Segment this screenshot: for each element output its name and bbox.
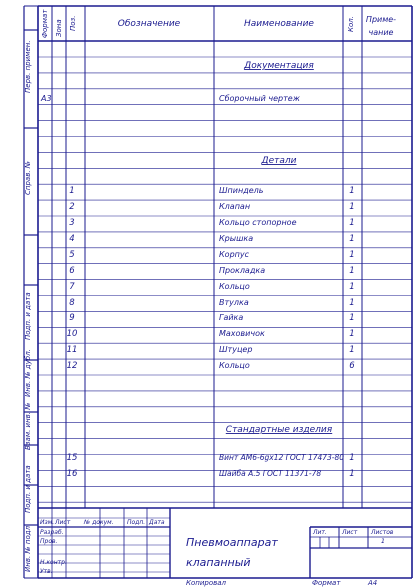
table-row (67, 345, 355, 355)
row-qty: 1 (349, 298, 355, 308)
table-row (69, 234, 354, 244)
row-name: Крышка (219, 234, 254, 243)
table-row (69, 202, 354, 212)
row-pos: 5 (69, 250, 75, 260)
row-name: Корпус (219, 250, 250, 259)
row-pos: 4 (69, 234, 75, 244)
row-qty: 1 (349, 202, 355, 212)
tb-utv: Утв. (40, 568, 53, 575)
row-name: Кольцо стопорное (219, 218, 297, 227)
row-pos: 9 (69, 313, 75, 323)
row-pos: 16 (66, 469, 78, 479)
tb-listov: Листов (371, 529, 394, 536)
row-qty: 1 (349, 329, 355, 339)
row-qty: 1 (349, 313, 355, 323)
row-qty: 1 (349, 234, 355, 244)
tb-doc-no: № докум. (84, 519, 114, 526)
row-pos: 7 (69, 282, 75, 292)
assembly-format: А3 (41, 94, 52, 103)
tb-title-line2: клапанный (186, 556, 251, 569)
table-row (67, 361, 356, 371)
row-pos: 12 (66, 361, 78, 371)
standard-parts-list (67, 453, 355, 479)
row-qty: 1 (349, 250, 355, 260)
section-parts: Детали (261, 156, 297, 166)
row-qty: 1 (349, 345, 355, 355)
tb-prov: Пров. (40, 538, 58, 545)
row-name: Винт АМ6-6gх12 ГОСТ 17473-80 (219, 453, 345, 462)
row-name: Кольцо (219, 282, 250, 291)
row-pos: 6 (69, 266, 75, 276)
header-note-line2: чание (368, 28, 394, 37)
row-pos: 8 (69, 298, 75, 308)
table-row (69, 282, 354, 292)
tb-listov-value: 1 (380, 537, 386, 545)
row-pos: 2 (69, 202, 75, 212)
table-row (69, 250, 354, 260)
table-row (67, 329, 355, 339)
header-qty: Кол. (347, 16, 355, 32)
row-pos: 15 (66, 453, 78, 463)
tb-list-header: Лист (342, 529, 358, 536)
side-label-podp-data-1: Подп. и дата (24, 292, 32, 340)
side-label-inv-dubl: Инв. № дубл. (24, 349, 32, 397)
header-note-line1: Приме- (365, 15, 397, 24)
tb-lit: Лит. (313, 529, 327, 536)
tb-razrab: Разраб. (40, 529, 64, 536)
row-name: Клапан (219, 202, 251, 211)
row-name: Кольцо (219, 361, 250, 370)
section-documentation: Документация (244, 61, 314, 71)
row-pos: 11 (66, 345, 78, 355)
form-grid-lines (24, 6, 412, 578)
row-qty: 1 (349, 282, 355, 292)
header-designation: Обозначение (117, 19, 181, 29)
section-standard: Стандартные изделия (225, 425, 333, 435)
row-qty: 1 (349, 186, 355, 196)
table-row (69, 218, 354, 228)
table-row (69, 313, 354, 323)
tb-n-kontr: Н.контр. (40, 559, 67, 566)
tb-data: Дата (149, 519, 165, 526)
row-name: Штуцер (219, 345, 253, 354)
row-name: Втулка (219, 298, 249, 307)
tb-izm: Изм. (40, 519, 55, 526)
row-qty: 1 (349, 218, 355, 228)
footer-format-label: Формат (312, 579, 341, 587)
row-name: Маховичок (219, 329, 265, 338)
table-row (69, 266, 354, 276)
footer-format-value: А4 (368, 579, 378, 587)
row-name: Прокладка (219, 266, 266, 275)
tb-list: Лист (55, 519, 71, 526)
row-qty: 1 (349, 453, 355, 463)
header-format: Формат (41, 9, 49, 38)
header-zone: Зона (55, 19, 63, 37)
side-label-sprav-no: Справ. № (24, 160, 32, 195)
side-label-perv-primen: Перв. примен. (24, 40, 32, 93)
header-name: Наименование (244, 19, 314, 29)
footer-kopiroval: Копировал (186, 579, 226, 587)
row-pos: 1 (69, 186, 75, 196)
side-label-vzam-inv: Взам. инв. № (24, 402, 32, 450)
header-pos: Поз. (69, 15, 77, 31)
row-pos: 10 (66, 329, 78, 339)
tb-podp: Подп. (127, 519, 146, 526)
row-name: Шпиндель (219, 186, 264, 195)
row-name: Гайка (219, 313, 244, 322)
assembly-name: Сборочный чертеж (219, 94, 300, 103)
row-qty: 1 (349, 469, 355, 479)
row-qty: 1 (349, 266, 355, 276)
table-row (69, 298, 354, 308)
row-name: Шайба А.5 ГОСТ 11371-78 (219, 469, 322, 478)
side-label-inv-podl: Инв. № подл. (24, 523, 32, 572)
tb-title-line1: Пневмоаппарат (186, 536, 278, 549)
row-qty: 6 (349, 361, 355, 371)
side-label-podp-data-2: Подп. и дата (24, 465, 32, 513)
row-pos: 3 (69, 218, 75, 228)
table-row (69, 186, 354, 196)
